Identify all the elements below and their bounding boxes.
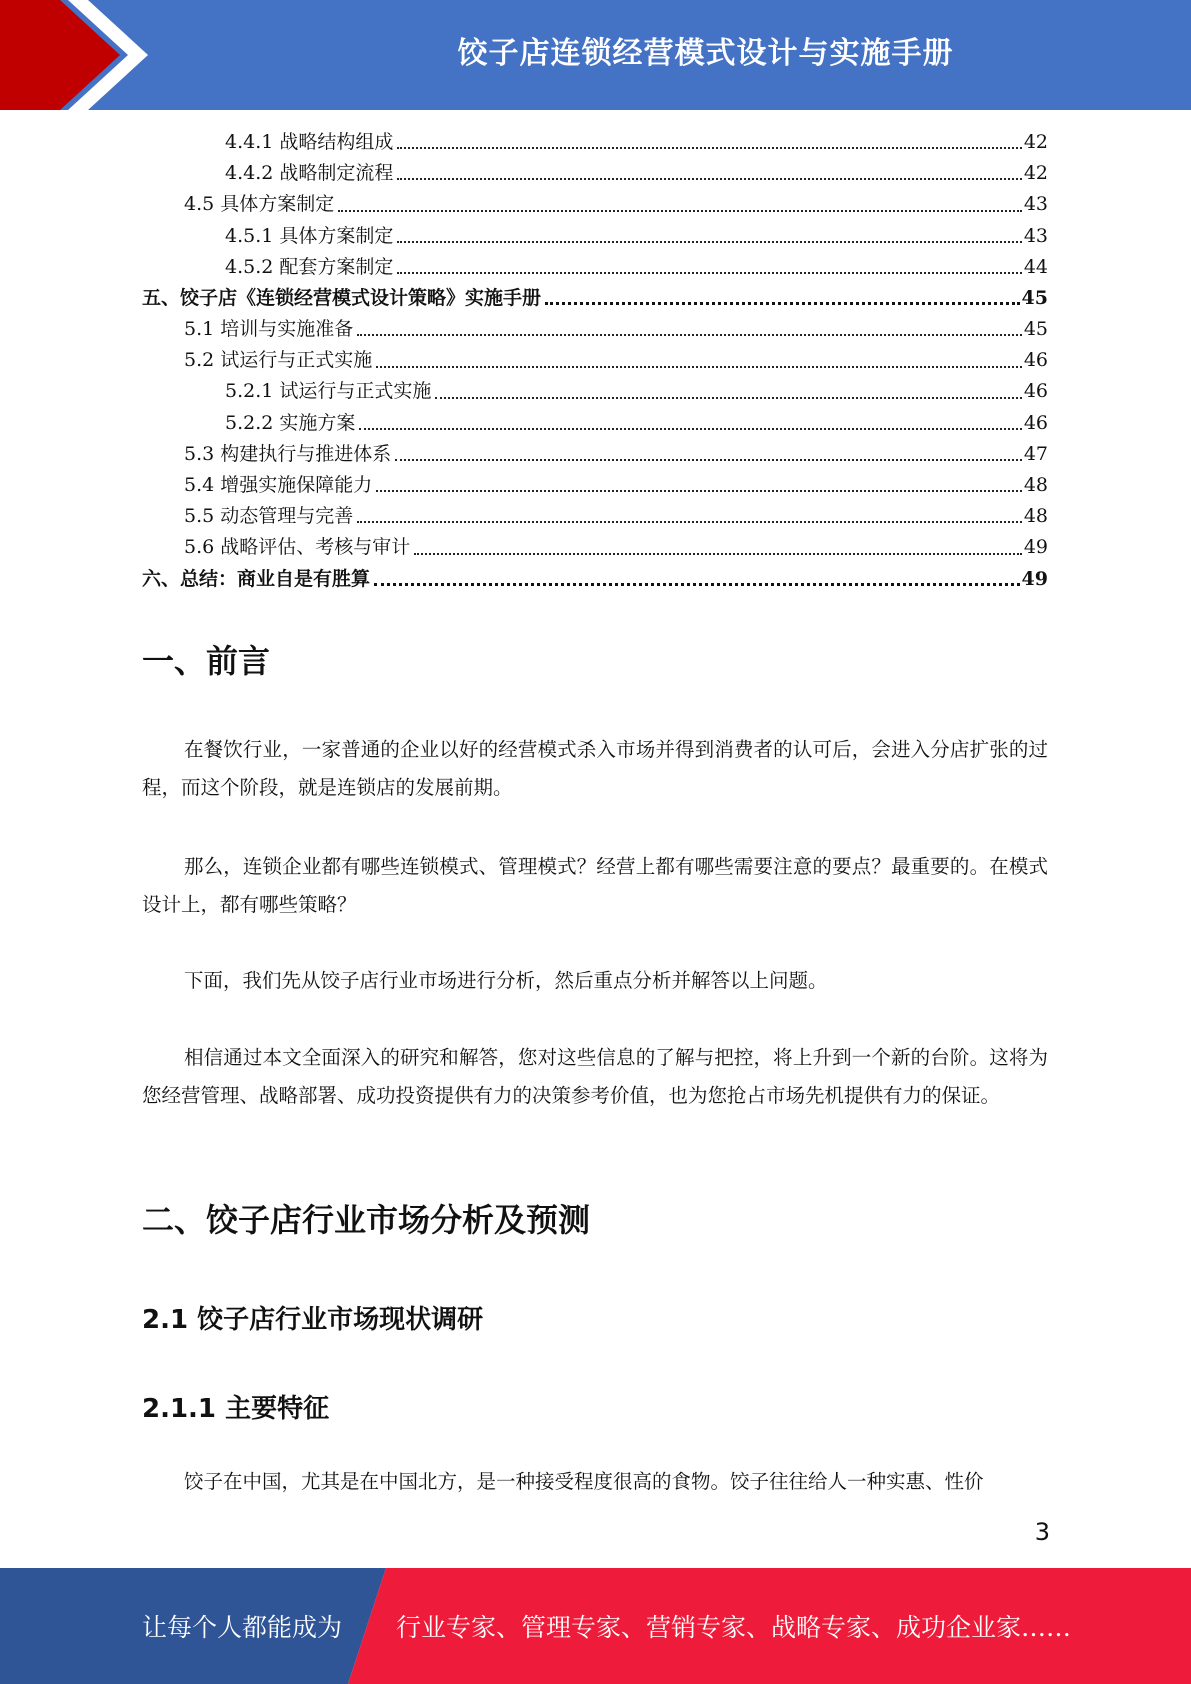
table-of-contents <box>142 127 1048 595</box>
toc-entry[interactable] <box>142 470 1048 501</box>
toc-entry-page: 46 <box>1023 411 1048 434</box>
toc-entry[interactable] <box>142 532 1048 563</box>
toc-entry-page: 43 <box>1023 193 1048 216</box>
document-title: 饺子店连锁经营模式设计与实施手册 <box>457 36 954 71</box>
toc-entry-title: 4.4.2 战略制定流程 <box>225 162 394 185</box>
page-number: 3 <box>1034 1518 1050 1546</box>
toc-entry[interactable] <box>142 127 1048 158</box>
toc-entry-page: 45 <box>1023 318 1048 341</box>
page-header <box>0 0 1191 110</box>
toc-entry-page: 43 <box>1023 224 1048 247</box>
toc-entry-page: 48 <box>1023 505 1048 528</box>
toc-dot-leader <box>376 366 1022 368</box>
toc-entry[interactable] <box>142 439 1048 470</box>
toc-entry-title: 4.5 具体方案制定 <box>184 193 335 216</box>
toc-entry-title: 5.3 构建执行与推进体系 <box>184 442 392 465</box>
toc-entry[interactable] <box>142 221 1048 252</box>
toc-entry-page: 42 <box>1023 162 1048 185</box>
toc-entry-page: 44 <box>1023 255 1048 278</box>
preface-paragraph-1: 在餐饮行业，一家普通的企业以好的经营模式杀入市场并得到消费者的认可后，会进入分店扩张的过程，而这个阶段，就是连锁店的发展前期。 <box>142 738 1048 799</box>
toc-entry-title: 4.5.2 配套方案制定 <box>225 255 394 278</box>
toc-dot-leader <box>397 272 1021 274</box>
toc-entry-title: 4.5.1 具体方案制定 <box>225 224 394 247</box>
toc-dot-leader <box>397 147 1021 149</box>
toc-dot-leader <box>374 583 1020 586</box>
toc-dot-leader <box>376 490 1022 492</box>
toc-entry-title: 5.5 动态管理与完善 <box>184 505 354 528</box>
toc-dot-leader <box>397 178 1021 180</box>
toc-entry[interactable] <box>142 408 1048 439</box>
toc-entry[interactable] <box>142 314 1048 345</box>
section-2-1-heading: 2.1 饺子店行业市场现状调研 <box>142 1305 484 1335</box>
toc-entry[interactable] <box>142 252 1048 283</box>
preface-paragraph-2: 那么，连锁企业都有哪些连锁模式、管理模式？经营上都有哪些需要注意的要点？最重要的。在模式设计上，都有哪些策略？ <box>142 855 1048 916</box>
section-2-1-1-heading: 2.1.1 主要特征 <box>142 1394 330 1424</box>
toc-entry[interactable] <box>142 501 1048 532</box>
toc-entry-title: 5.2.1 试运行与正式实施 <box>225 380 432 403</box>
header-arrow-decoration <box>0 0 160 110</box>
toc-entry-page: 49 <box>1021 567 1048 590</box>
toc-dot-leader <box>338 210 1022 212</box>
page-footer <box>0 1568 1191 1684</box>
toc-entry[interactable] <box>142 189 1048 220</box>
toc-entry-title: 5.1 培训与实施准备 <box>184 318 354 341</box>
toc-dot-leader <box>359 428 1021 430</box>
preface-heading: 一、前言 <box>142 642 271 680</box>
toc-entry-page: 49 <box>1023 536 1048 559</box>
toc-entry-title: 4.4.1 战略结构组成 <box>225 130 394 153</box>
toc-dot-leader <box>397 241 1021 243</box>
toc-entry-title: 5.6 战略评估、考核与审计 <box>184 536 411 559</box>
toc-dot-leader <box>357 334 1022 336</box>
toc-dot-leader <box>395 459 1022 461</box>
toc-entry-title: 5.2.2 实施方案 <box>225 411 356 434</box>
preface-paragraph-3: 下面，我们先从饺子店行业市场进行分析，然后重点分析并解答以上问题。 <box>184 969 828 992</box>
toc-entry-title: 六、总结：商业自是有胜算 <box>142 567 371 590</box>
toc-dot-leader <box>357 521 1022 523</box>
toc-dot-leader <box>414 553 1022 555</box>
toc-dot-leader <box>435 397 1021 399</box>
toc-entry[interactable] <box>142 564 1048 595</box>
toc-entry-page: 48 <box>1023 474 1048 497</box>
toc-entry-title: 5.4 增强实施保障能力 <box>184 474 373 497</box>
toc-entry[interactable] <box>142 158 1048 189</box>
body-paragraph: 饺子在中国，尤其是在中国北方，是一种接受程度很高的食物。饺子往往给人一种实惠、性价 <box>184 1470 984 1493</box>
toc-entry-page: 46 <box>1023 349 1048 372</box>
toc-entry-title: 五、饺子店《连锁经营模式设计策略》实施手册 <box>142 286 542 309</box>
preface-paragraph-4: 相信通过本文全面深入的研究和解答，您对这些信息的了解与把控，将上升到一个新的台阶。这将为您经营管理、战略部署、成功投资提供有力的决策参考价值，也为您抢占市场先机提供有力的保证。 <box>142 1046 1048 1107</box>
toc-entry-page: 42 <box>1023 130 1048 153</box>
analysis-heading: 二、饺子店行业市场分析及预测 <box>142 1201 591 1239</box>
toc-entry-page: 47 <box>1023 442 1048 465</box>
toc-entry-page: 45 <box>1021 286 1048 309</box>
toc-entry-page: 46 <box>1023 380 1048 403</box>
toc-entry-title: 5.2 试运行与正式实施 <box>184 349 373 372</box>
toc-entry[interactable] <box>142 283 1048 314</box>
toc-entry[interactable] <box>142 345 1048 376</box>
toc-dot-leader <box>545 302 1020 305</box>
footer-slogan-left: 让每个人都能成为 <box>142 1613 343 1642</box>
toc-entry[interactable] <box>142 377 1048 408</box>
footer-slogan-right: 行业专家、管理专家、营销专家、战略专家、成功企业家…… <box>396 1613 1072 1642</box>
